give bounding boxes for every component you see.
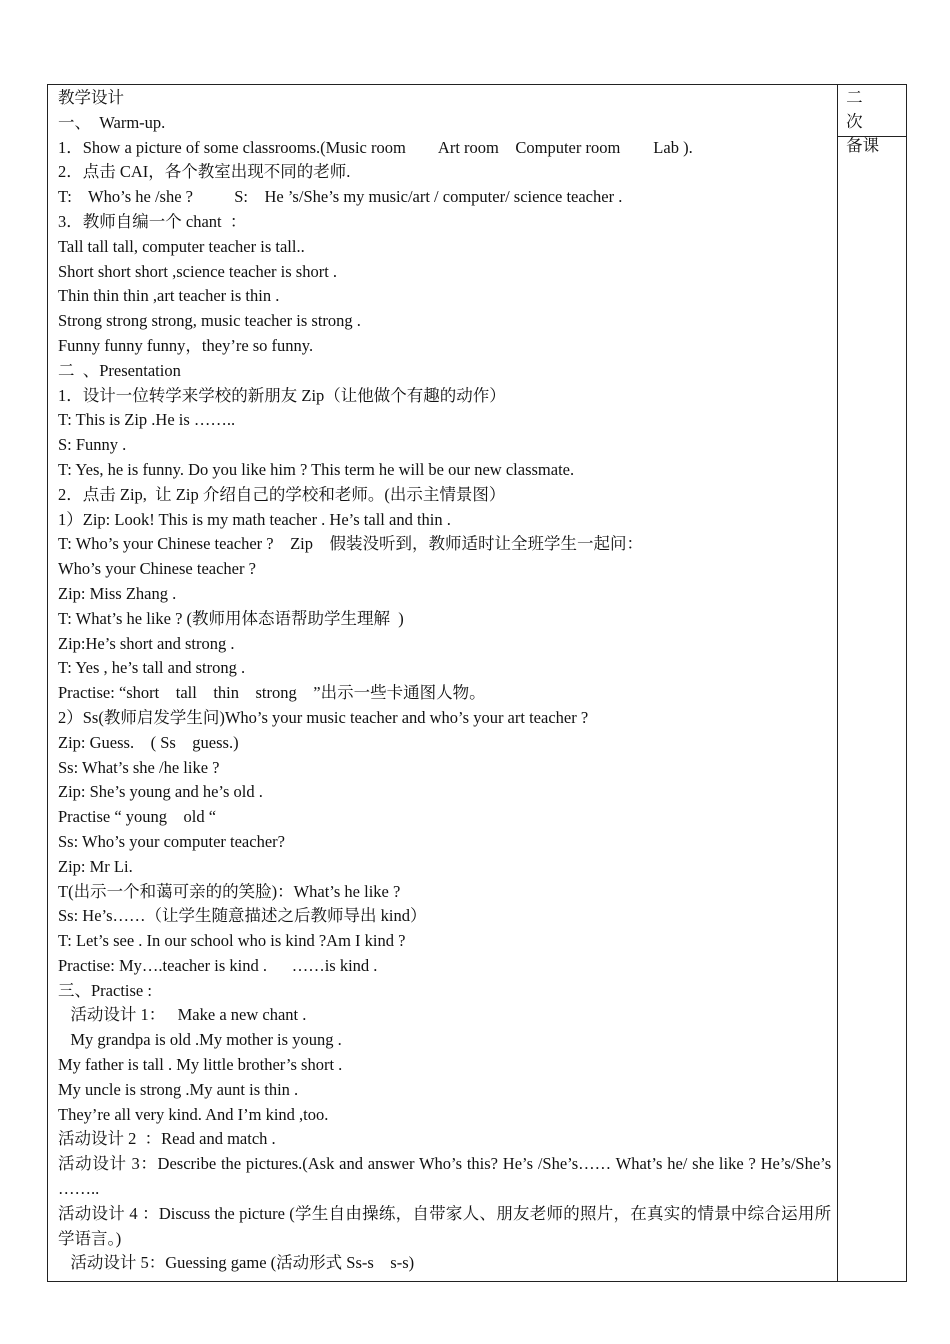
text-line: They’re all very kind. And I’m kind ,too. — [58, 1104, 329, 1124]
text-line: Practise “ young old “ — [58, 807, 217, 827]
main-cell — [48, 85, 838, 1282]
text-line: T: What’s he like ? (教师用体态语帮助学生理解 ) — [58, 608, 404, 628]
text-line: Zip: She’s young and he’s old . — [58, 782, 263, 802]
text-line: 2．点击 CAI，各个教室出现不同的老师. — [58, 162, 351, 182]
side-header-line: 二 次 — [846, 88, 869, 131]
second-prep-header — [838, 85, 906, 155]
text-line: Ss: He’s……（让学生随意描述之后教师导出 kind） — [58, 906, 427, 926]
text-line: T(出示一个和蔼可亲的的笑脸)：What’s he like ? — [58, 881, 401, 901]
text-line: 1）Zip: Look! This is my math teacher . He’s tall and thin . — [58, 509, 451, 529]
side-header-line: 备课 — [846, 136, 880, 155]
text-line: 1．设计一位转学来学校的新朋友 Zip（让他做个有趣的动作） — [58, 385, 506, 405]
text-line: 三、Practise : — [58, 980, 152, 1000]
text-line: 活动设计 5：Guessing game (活动形式 Ss-s s-s) — [58, 1253, 415, 1273]
lesson-plan-table — [47, 84, 907, 1282]
text-line: Funny funny funny，they’re so funny. — [58, 335, 314, 355]
text-line: Short short short ,science teacher is short . — [58, 261, 338, 281]
lesson-content — [48, 85, 837, 1276]
text-line: Ss: What’s she /he like ? — [58, 757, 220, 777]
text-line: Zip:He’s short and strong . — [58, 633, 235, 653]
text-line: 1．Show a picture of some classrooms.(Music room Art room Computer room Lab ). — [58, 137, 693, 157]
text-line: My grandpa is old .My mother is young . — [58, 1030, 342, 1050]
side-cell — [838, 85, 907, 1282]
text-line: Practise: My….teacher is kind . ……is kind . — [58, 955, 378, 975]
text-line: T: Let’s see . In our school who is kind ?Am I kind ? — [58, 931, 406, 951]
text-line: T: Yes , he’s tall and strong . — [58, 658, 246, 678]
text-line: 3．教师自编一个 chant ： — [58, 211, 247, 231]
text-line: T: Who’s he /she ? S: He ’s/She’s my music/art / computer/ science teacher . — [58, 187, 623, 207]
text-line: S: Funny . — [58, 435, 127, 455]
text-line: Zip: Miss Zhang . — [58, 583, 177, 603]
text-line: Zip: Mr Li. — [58, 856, 133, 876]
text-line: My father is tall . My little brother’s short . — [58, 1055, 343, 1075]
text-line: Thin thin thin ,art teacher is thin . — [58, 286, 280, 306]
text-line: Who’s your Chinese teacher ? — [58, 559, 256, 579]
text-line: 教学设计 — [58, 88, 124, 107]
text-line: T: Who’s your Chinese teacher ? Zip 假装没听到，教师适时让全班学生一起问： — [58, 534, 644, 554]
text-line: 活动设计 1： Make a new chant . — [58, 1005, 307, 1025]
text-line: 二 、Presentation — [58, 360, 181, 380]
text-line: T: Yes, he is funny. Do you like him ? This term he will be our new classmate. — [58, 459, 575, 479]
text-line: My uncle is strong .My aunt is thin . — [58, 1079, 299, 1099]
text-line: Tall tall tall, computer teacher is tall.. — [58, 236, 305, 256]
text-line: Zip: Guess. ( Ss guess.) — [58, 732, 239, 752]
text-line: 活动设计 2 ：Read and match . — [58, 1129, 276, 1149]
text-line: Ss: Who’s your computer teacher? — [58, 831, 285, 851]
text-paragraph: 活动设计 3：Describe the pictures.(Ask and answer Who’s this? He’s /She’s…… What’s he/ she like ? He’s/She’s …….. — [58, 1154, 832, 1199]
text-line: 2）Ss(教师启发学生问)Who’s your music teacher and who’s your art teacher ? — [58, 707, 589, 727]
text-line: Practise: “short tall thin strong ”出示一些卡通图人物。 — [58, 683, 486, 703]
text-line: T: This is Zip .He is …….. — [58, 410, 236, 430]
text-line: 一、 Warm-up. — [58, 112, 166, 132]
text-line: 2．点击 Zip, 让 Zip 介绍自己的学校和老师。(出示主情景图） — [58, 484, 506, 504]
text-line: Strong strong strong, music teacher is strong . — [58, 311, 361, 331]
text-paragraph: 活动设计 4 ：Discuss the picture (学生自由操练，自带家人、朋友老师的照片，在真实的情景中综合运用所学语言。) — [58, 1203, 832, 1248]
